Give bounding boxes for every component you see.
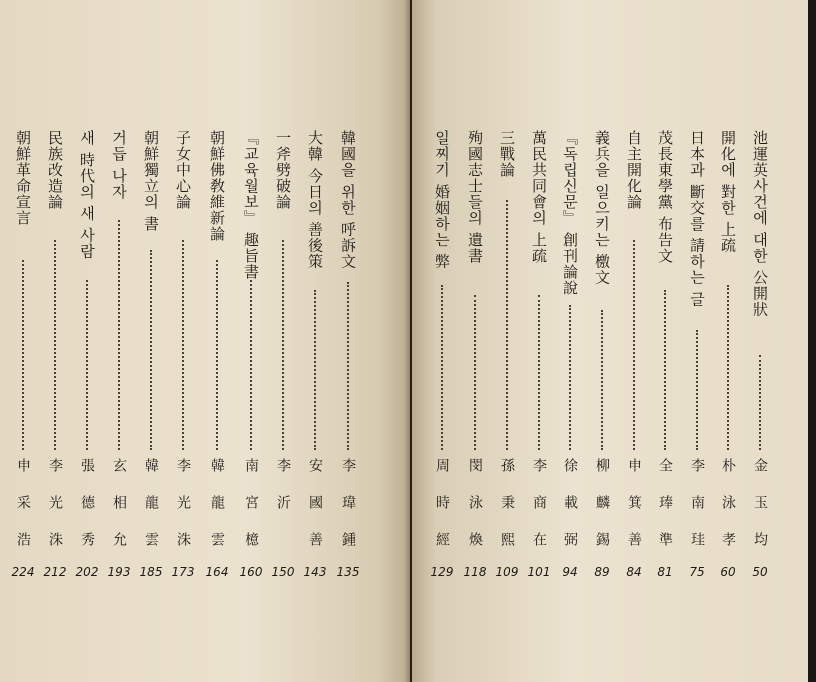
entry-author: 徐載弼 (562, 458, 578, 569)
toc-entry (305, 130, 325, 585)
leader-dots (474, 295, 476, 450)
entry-author: 柳麟錫 (594, 458, 610, 569)
entry-author: 申采浩 (15, 458, 31, 569)
entry-title: 韓國을 위한 呼訴文 (339, 130, 357, 270)
entry-author: 朴泳孝 (720, 458, 736, 569)
entry-title: 自主開化論 (625, 130, 643, 210)
leader-dots (22, 260, 24, 450)
leader-dots (314, 290, 316, 450)
leader-dots (54, 240, 56, 450)
entry-author: 安國善 (307, 458, 323, 569)
leader-dots (696, 330, 698, 450)
leader-dots (759, 355, 761, 450)
entry-author: 李瑋鍾 (340, 458, 356, 569)
entry-title: 開化에 對한 上疏 (719, 130, 737, 254)
entry-page: 84 (626, 565, 642, 579)
leader-dots (86, 280, 88, 450)
entry-page: 224 (11, 565, 35, 579)
entry-title: 일찌기 婚姻하는 弊 (433, 130, 451, 270)
entry-page: 202 (75, 565, 99, 579)
entry-author: 申箕善 (626, 458, 642, 569)
entry-page: 75 (689, 565, 705, 579)
toc-entry (718, 130, 738, 585)
entry-page: 118 (463, 565, 487, 579)
entry-title: 朝鮮革命宣言 (14, 130, 32, 226)
toc-entry (13, 130, 33, 585)
entry-page: 94 (562, 565, 578, 579)
entry-title: 『교육월보』 趣旨書 (242, 130, 260, 280)
toc-entry (141, 130, 161, 585)
entry-page: 129 (430, 565, 454, 579)
entry-title: 萬民共同會의 上疏 (530, 130, 548, 264)
entry-page: 81 (657, 565, 673, 579)
entry-title: 民族改造論 (46, 130, 64, 210)
leader-dots (538, 295, 540, 450)
toc-entry (687, 130, 707, 585)
toc-entry (655, 130, 675, 585)
entry-page: 173 (171, 565, 195, 579)
leader-dots (633, 240, 635, 450)
entry-author: 閔泳煥 (467, 458, 483, 569)
entry-author: 玄相允 (111, 458, 127, 569)
entry-page: 101 (527, 565, 551, 579)
entry-title: 새 時代의 새 사람 (78, 130, 96, 260)
entry-title: 『독립신문』 創刊論說 (561, 130, 579, 296)
leader-dots (182, 240, 184, 450)
toc-entry (207, 130, 227, 585)
entry-page: 212 (43, 565, 67, 579)
toc-entry (592, 130, 612, 585)
toc-entry (529, 130, 549, 585)
toc-entry (560, 130, 580, 585)
entry-page: 60 (720, 565, 736, 579)
entry-page: 50 (752, 565, 768, 579)
leader-dots (727, 285, 729, 450)
entry-author: 韓龍雲 (209, 458, 225, 569)
entry-title: 殉國志士들의 遺書 (466, 130, 484, 264)
entry-author: 李光洙 (47, 458, 63, 569)
entry-page: 135 (336, 565, 360, 579)
entry-author: 南宮檍 (243, 458, 259, 569)
entry-title: 池運英사건에 대한 公開狀 (751, 130, 769, 318)
entry-title: 朝鮮佛敎維新論 (208, 130, 226, 242)
entry-author: 全琫準 (657, 458, 673, 569)
leader-dots (569, 305, 571, 450)
entry-title: 朝鮮獨立의 書 (142, 130, 160, 232)
toc-entry (338, 130, 358, 585)
entry-author: 孫秉熙 (499, 458, 515, 569)
entry-title: 子女中心論 (174, 130, 192, 210)
entry-author: 李沂 (275, 458, 291, 532)
toc-entry (273, 130, 293, 585)
entry-page: 109 (495, 565, 519, 579)
entry-page: 164 (205, 565, 229, 579)
right-page (412, 0, 808, 682)
entry-page: 89 (594, 565, 610, 579)
entry-author: 李商在 (531, 458, 547, 569)
entry-author: 周時經 (434, 458, 450, 569)
toc-entry (45, 130, 65, 585)
entry-title: 茂長東學黨 布告文 (656, 130, 674, 264)
leader-dots (664, 290, 666, 450)
leader-dots (441, 285, 443, 450)
entry-page: 150 (271, 565, 295, 579)
entry-author: 張德秀 (79, 458, 95, 569)
toc-entry (173, 130, 193, 585)
leader-dots (250, 280, 252, 450)
leader-dots (506, 200, 508, 450)
entry-page: 193 (107, 565, 131, 579)
entry-title: 大韓 今日의 善後策 (306, 130, 324, 270)
toc-entry (432, 130, 452, 585)
entry-page: 185 (139, 565, 163, 579)
toc-entry (241, 130, 261, 585)
entry-title: 三戰論 (498, 130, 516, 178)
leader-dots (282, 240, 284, 450)
toc-entry (465, 130, 485, 585)
toc-entry (497, 130, 517, 585)
entry-page: 143 (303, 565, 327, 579)
entry-title: 一斧劈破論 (274, 130, 292, 210)
entry-page: 160 (239, 565, 263, 579)
entry-author: 李光洙 (175, 458, 191, 569)
entry-author: 李南珪 (689, 458, 705, 569)
leader-dots (150, 250, 152, 450)
leader-dots (601, 310, 603, 450)
leader-dots (347, 282, 349, 450)
toc-entry (77, 130, 97, 585)
leader-dots (216, 260, 218, 450)
toc-entry (624, 130, 644, 585)
entry-author: 韓龍雲 (143, 458, 159, 569)
entry-title: 義兵을 일으키는 檄文 (593, 130, 611, 286)
toc-entry (109, 130, 129, 585)
leader-dots (118, 220, 120, 450)
toc-entry (750, 130, 770, 585)
entry-author: 金玉均 (752, 458, 768, 569)
entry-title: 거듭 나자 (110, 130, 128, 200)
book-edge (808, 0, 816, 682)
entry-title: 日本과 斷交를 請하는 글 (688, 130, 706, 308)
